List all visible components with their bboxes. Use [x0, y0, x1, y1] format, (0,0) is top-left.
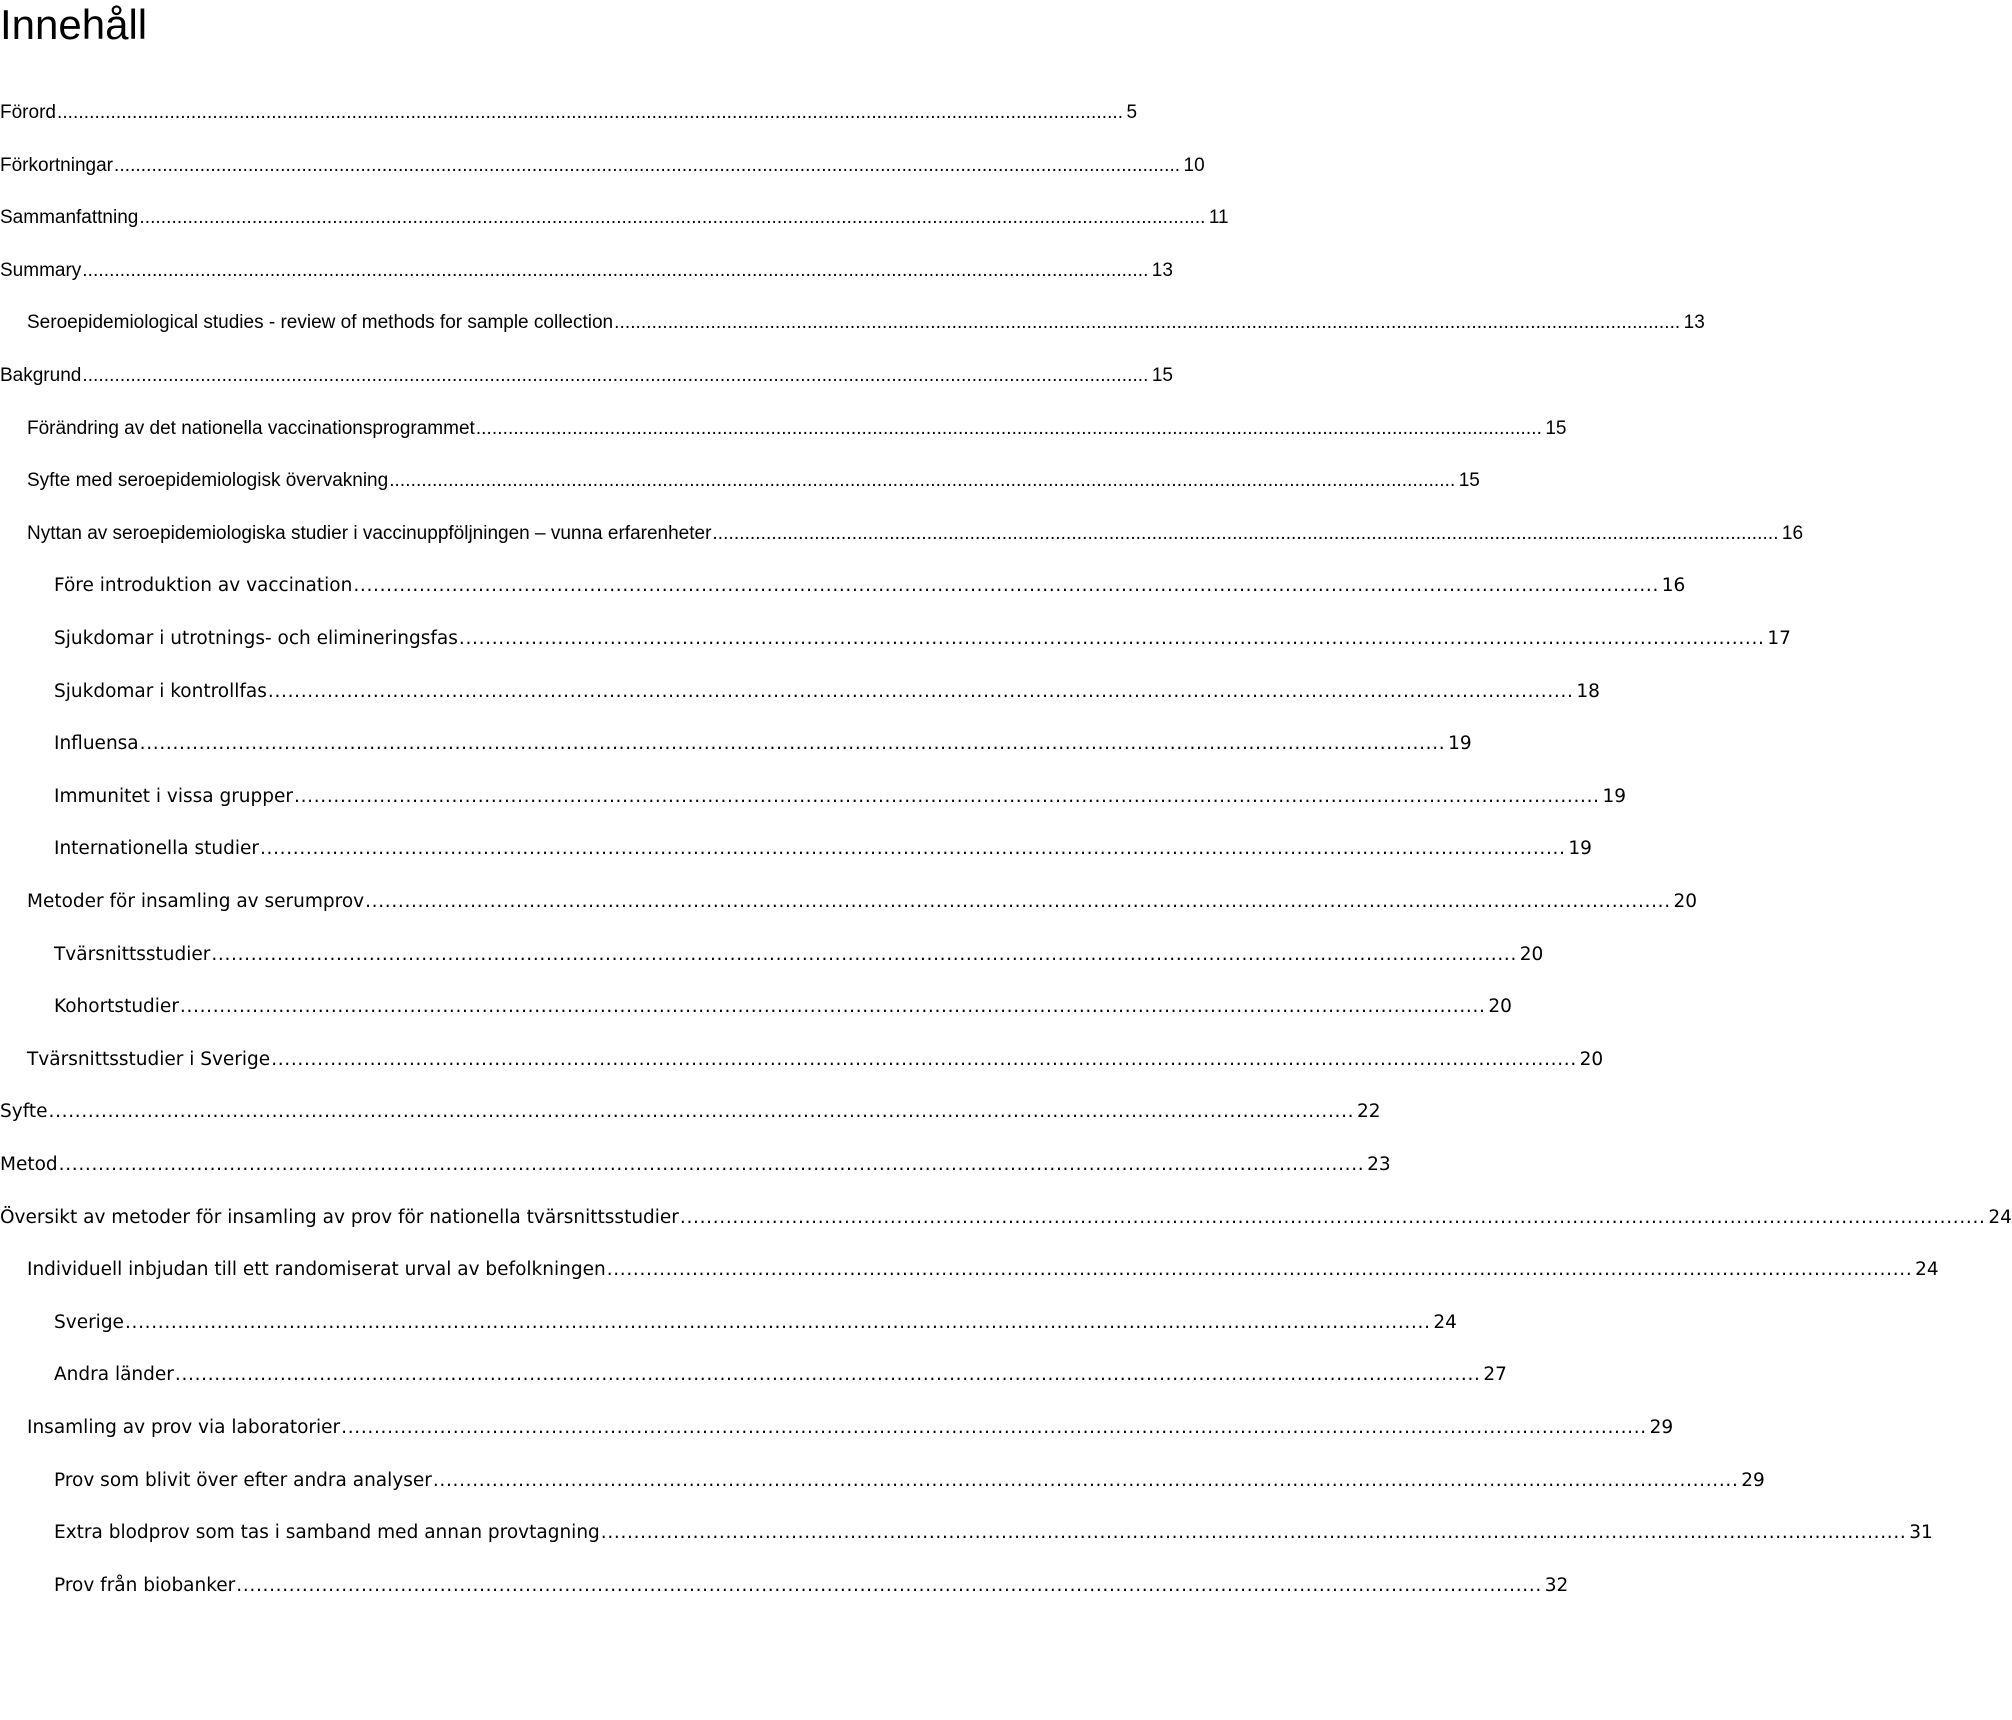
toc-entry[interactable]	[0, 782, 1626, 812]
toc-page-number: 20	[1519, 944, 1544, 965]
toc-entry-label: Översikt av metoder för insamling av prov för nationella tvärsnittsstudier	[0, 1207, 679, 1228]
toc-entry-label: Syfte	[0, 1101, 48, 1122]
toc-entry[interactable]	[0, 203, 1229, 233]
toc-dot-leader	[680, 1203, 1982, 1233]
toc-dot-leader	[114, 151, 1178, 181]
toc-entry[interactable]	[0, 940, 1544, 970]
toc-dot-leader	[712, 519, 1776, 549]
toc-entry-label: Extra blodprov som tas i samband med annan provtagning	[54, 1522, 600, 1543]
toc-entry[interactable]	[0, 834, 1592, 864]
toc-entry-label: Immunitet i vissa grupper	[54, 786, 294, 807]
toc-entry[interactable]	[0, 624, 1791, 654]
toc-entry-label: Seroepidemiological studies - review of methods for sample collection	[27, 312, 614, 333]
toc-dot-leader	[459, 624, 1761, 654]
toc-dot-leader	[180, 992, 1482, 1022]
toc-entry[interactable]	[0, 1466, 1765, 1496]
toc-page-number: 15	[1151, 365, 1173, 386]
toc-entry[interactable]	[0, 519, 1804, 549]
toc-entry[interactable]	[0, 1255, 1939, 1285]
toc-page-number: 16	[1661, 575, 1686, 596]
toc-dot-leader	[433, 1466, 1735, 1496]
toc-entry-label: Prov från biobanker	[54, 1575, 236, 1596]
toc-page-number: 32	[1544, 1575, 1569, 1596]
toc-dot-leader	[353, 571, 1655, 601]
toc-entry-label: Förändring av det nationella vaccinationsprogrammet	[27, 418, 475, 439]
toc-dot-leader	[260, 834, 1562, 864]
toc-entry-label: Före introduktion av vaccination	[54, 575, 353, 596]
toc-page-number: 29	[1649, 1417, 1674, 1438]
toc-dot-leader	[614, 308, 1678, 338]
toc-entry-label: Influensa	[54, 733, 139, 754]
toc-page-number: 13	[1151, 260, 1173, 281]
toc-entry-label: Sammanfattning	[0, 207, 139, 228]
toc-dot-leader	[140, 729, 1442, 759]
toc-entry[interactable]	[0, 1413, 1674, 1443]
toc-dot-leader	[82, 256, 1146, 286]
toc-dot-leader	[82, 361, 1146, 391]
toc-page-number: 5	[1126, 102, 1138, 123]
toc-page-number: 17	[1767, 628, 1791, 649]
toc-entry[interactable]	[0, 256, 1173, 286]
toc-dot-leader	[271, 1045, 1573, 1075]
toc-entry-label: Individuell inbjudan till ett randomiserat urval av befolkningen	[27, 1259, 606, 1280]
toc-page-number: 24	[1988, 1207, 2012, 1228]
toc-dot-leader	[139, 203, 1203, 233]
toc-entry-label: Sverige	[54, 1312, 124, 1333]
toc-entry-label: Tvärsnittsstudier	[54, 944, 211, 965]
toc-entry[interactable]	[0, 1045, 1604, 1075]
toc-entry-label: Andra länder	[54, 1364, 174, 1385]
toc-entry-label: Förord	[0, 102, 56, 123]
toc-entry-label: Insamling av prov via laboratorier	[27, 1417, 341, 1438]
toc-page-number: 24	[1915, 1259, 1939, 1280]
toc-entry[interactable]	[0, 992, 1512, 1022]
toc-entry-label: Syfte med seroepidemiologisk övervakning	[27, 470, 389, 491]
toc-entry[interactable]	[0, 1203, 2012, 1233]
toc-page-number: 15	[1545, 418, 1567, 439]
toc-entry-label: Internationella studier	[54, 838, 259, 859]
toc-entry[interactable]	[0, 308, 1705, 338]
toc-page-number: 10	[1183, 155, 1205, 176]
toc-entry[interactable]	[0, 414, 1567, 444]
toc-entry[interactable]	[0, 1308, 1457, 1338]
toc-entry[interactable]	[0, 677, 1600, 707]
toc-entry[interactable]	[0, 466, 1480, 496]
toc-entry[interactable]	[0, 1150, 1391, 1180]
toc-dot-leader	[389, 466, 1453, 496]
toc-dot-leader	[175, 1360, 1477, 1390]
toc-page-number: 15	[1458, 470, 1480, 491]
toc-dot-leader	[125, 1308, 1427, 1338]
toc-page-number: 24	[1433, 1312, 1457, 1333]
toc-entry[interactable]	[0, 151, 1205, 181]
toc-entry-label: Sjukdomar i utrotnings- och elimineringsfas	[54, 628, 458, 649]
toc-page-number: 19	[1602, 786, 1626, 807]
toc-entry-label: Kohortstudier	[54, 996, 179, 1017]
toc-page-number: 11	[1208, 207, 1229, 228]
toc-entry[interactable]	[0, 1518, 1933, 1548]
toc-entry[interactable]	[0, 1571, 1569, 1601]
toc-entry-label: Metod	[0, 1154, 58, 1175]
toc-entry[interactable]	[0, 98, 1138, 128]
toc-entry-label: Metoder för insamling av serumprov	[27, 891, 365, 912]
toc-dot-leader	[268, 677, 1570, 707]
toc-dot-leader	[59, 1150, 1361, 1180]
toc-entry[interactable]	[0, 887, 1698, 917]
toc-page-number: 20	[1673, 891, 1698, 912]
toc-entry-label: Tvärsnittsstudier i Sverige	[27, 1049, 271, 1070]
toc-dot-leader	[341, 1413, 1643, 1443]
toc-page-number: 18	[1576, 681, 1600, 702]
toc-dot-leader	[57, 98, 1121, 128]
toc-dot-leader	[476, 414, 1540, 444]
toc-dot-leader	[49, 1097, 1351, 1127]
toc-entry-label: Förkortningar	[0, 155, 113, 176]
toc-page-number: 19	[1448, 733, 1472, 754]
toc-page-number: 20	[1579, 1049, 1604, 1070]
toc-page-number: 16	[1781, 523, 1804, 544]
toc-entry-label: Prov som blivit över efter andra analyser	[54, 1470, 432, 1491]
toc-dot-leader	[601, 1518, 1903, 1548]
toc-dot-leader	[607, 1255, 1909, 1285]
toc-entry[interactable]	[0, 729, 1472, 759]
toc-dot-leader	[365, 887, 1667, 917]
toc-entry[interactable]	[0, 1360, 1507, 1390]
page-title: Innehåll	[0, 1, 148, 48]
toc-page-number: 29	[1741, 1470, 1765, 1491]
toc-entry[interactable]	[0, 1097, 1381, 1127]
toc-entry[interactable]	[0, 361, 1173, 391]
toc-dot-leader	[294, 782, 1596, 812]
toc-page-number: 19	[1568, 838, 1592, 859]
toc-page-number: 31	[1909, 1522, 1933, 1543]
toc-entry-label: Bakgrund	[0, 365, 82, 386]
toc-page-number: 13	[1683, 312, 1705, 333]
toc-entry-label: Summary	[0, 260, 82, 281]
toc-dot-leader	[236, 1571, 1538, 1601]
toc-entry-label: Sjukdomar i kontrollfas	[54, 681, 267, 702]
toc-page-number: 20	[1488, 996, 1512, 1017]
toc-page-number: 23	[1367, 1154, 1391, 1175]
toc-entry-label: Nyttan av seroepidemiologiska studier i vaccinuppföljningen – vunna erfarenheter	[27, 523, 712, 544]
toc-dot-leader	[211, 940, 1513, 970]
toc-page-number: 27	[1483, 1364, 1507, 1385]
toc-entry[interactable]	[0, 571, 1686, 601]
toc-page-number: 22	[1356, 1101, 1381, 1122]
